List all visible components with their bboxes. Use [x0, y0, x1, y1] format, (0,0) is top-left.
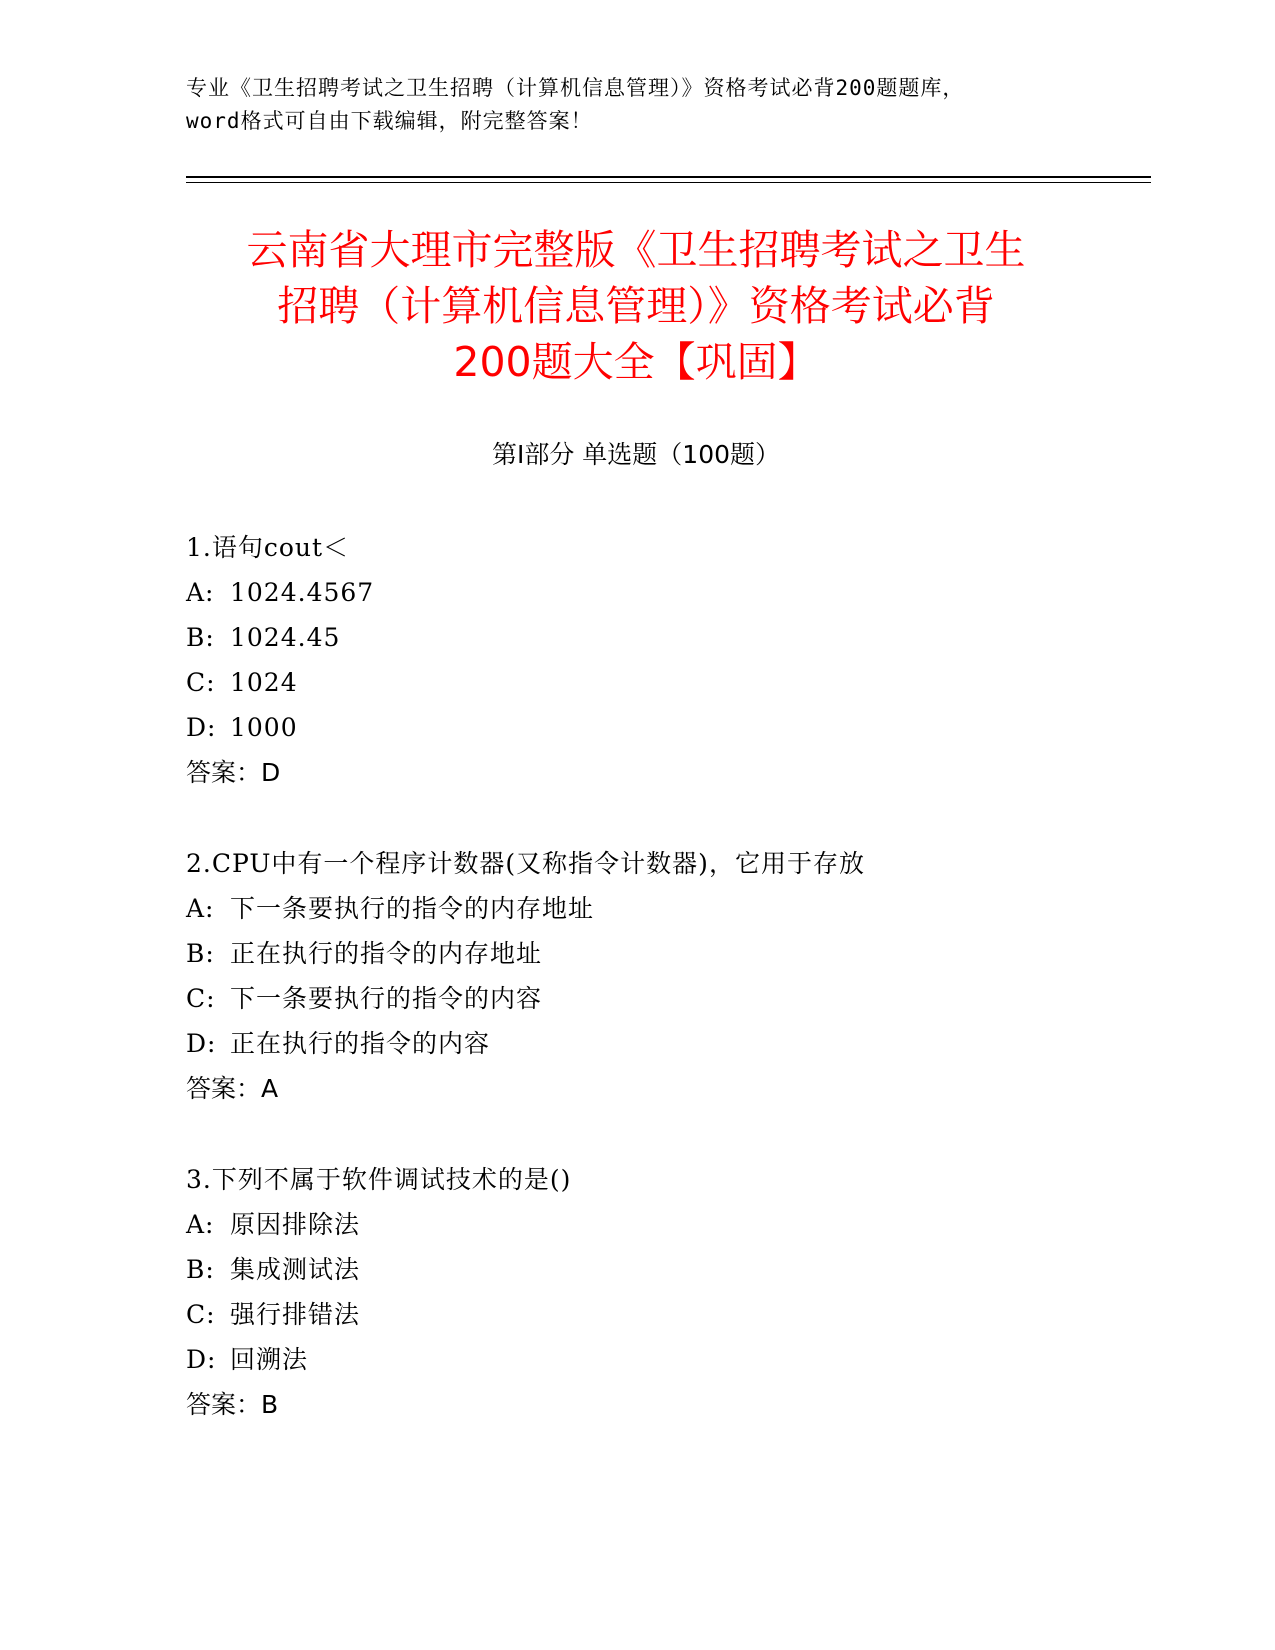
option-key: D:	[186, 1029, 217, 1058]
question-text: 2.CPU中有一个程序计数器(又称指令计数器)，它用于存放	[186, 849, 865, 878]
option-key: B:	[186, 1255, 215, 1284]
option-text: 正在执行的指令的内容	[230, 1029, 491, 1058]
question-text: 1.语句cout＜	[186, 533, 350, 562]
option-text: 回溯法	[230, 1345, 309, 1374]
question-3	[186, 1157, 1151, 1427]
option-text: 1024	[230, 668, 298, 697]
header-divider-thin	[186, 182, 1151, 183]
option-c	[186, 976, 1151, 1021]
option-key: C:	[186, 984, 216, 1013]
option-d	[186, 1337, 1151, 1382]
option-b	[186, 615, 1151, 660]
title-line-1: 云南省大理市完整版《卫生招聘考试之卫生	[246, 226, 1026, 274]
option-text: 1024.45	[230, 623, 341, 652]
option-key: A:	[186, 578, 215, 607]
header-note-line-2: word格式可自由下载编辑，附完整答案！	[186, 109, 593, 133]
option-a	[186, 886, 1151, 931]
title-line-3: 200题大全【巩固】	[453, 338, 819, 386]
option-c	[186, 660, 1151, 705]
question-1	[186, 525, 1151, 795]
option-text: 集成测试法	[230, 1255, 361, 1284]
question-2	[186, 841, 1151, 1111]
option-key: C:	[186, 1300, 216, 1329]
question-text: 3.下列不属于软件调试技术的是()	[186, 1165, 572, 1194]
option-b	[186, 1247, 1151, 1292]
option-c	[186, 1292, 1151, 1337]
section-heading: 第Ⅰ部分 单选题（100题）	[491, 440, 781, 469]
option-key: A:	[186, 1210, 215, 1239]
option-text: 1024.4567	[230, 578, 375, 607]
title-line-2: 招聘（计算机信息管理）》资格考试必背	[277, 282, 995, 330]
option-d	[186, 705, 1151, 750]
option-b	[186, 931, 1151, 976]
option-text: 1000	[230, 713, 298, 742]
header-note	[186, 72, 1086, 138]
option-a	[186, 570, 1151, 615]
header-divider-thick	[186, 176, 1151, 178]
option-a	[186, 1202, 1151, 1247]
option-text: 下一条要执行的指令的内容	[230, 984, 543, 1013]
option-key: B:	[186, 939, 215, 968]
option-text: 正在执行的指令的内存地址	[230, 939, 543, 968]
answer: 答案：D	[186, 758, 281, 787]
document-title	[186, 222, 1086, 390]
answer: 答案：B	[186, 1390, 279, 1419]
answer: 答案：A	[186, 1074, 279, 1103]
option-text: 强行排错法	[230, 1300, 361, 1329]
question-list	[186, 525, 1151, 1473]
option-text: 原因排除法	[230, 1210, 361, 1239]
header-note-line-1: 专业《卫生招聘考试之卫生招聘（计算机信息管理）》资格考试必背200题题库，	[186, 76, 965, 100]
option-key: C:	[186, 668, 216, 697]
option-key: D:	[186, 1345, 217, 1374]
option-key: A:	[186, 894, 215, 923]
option-text: 下一条要执行的指令的内存地址	[230, 894, 595, 923]
option-key: D:	[186, 713, 217, 742]
option-d	[186, 1021, 1151, 1066]
option-key: B:	[186, 623, 215, 652]
